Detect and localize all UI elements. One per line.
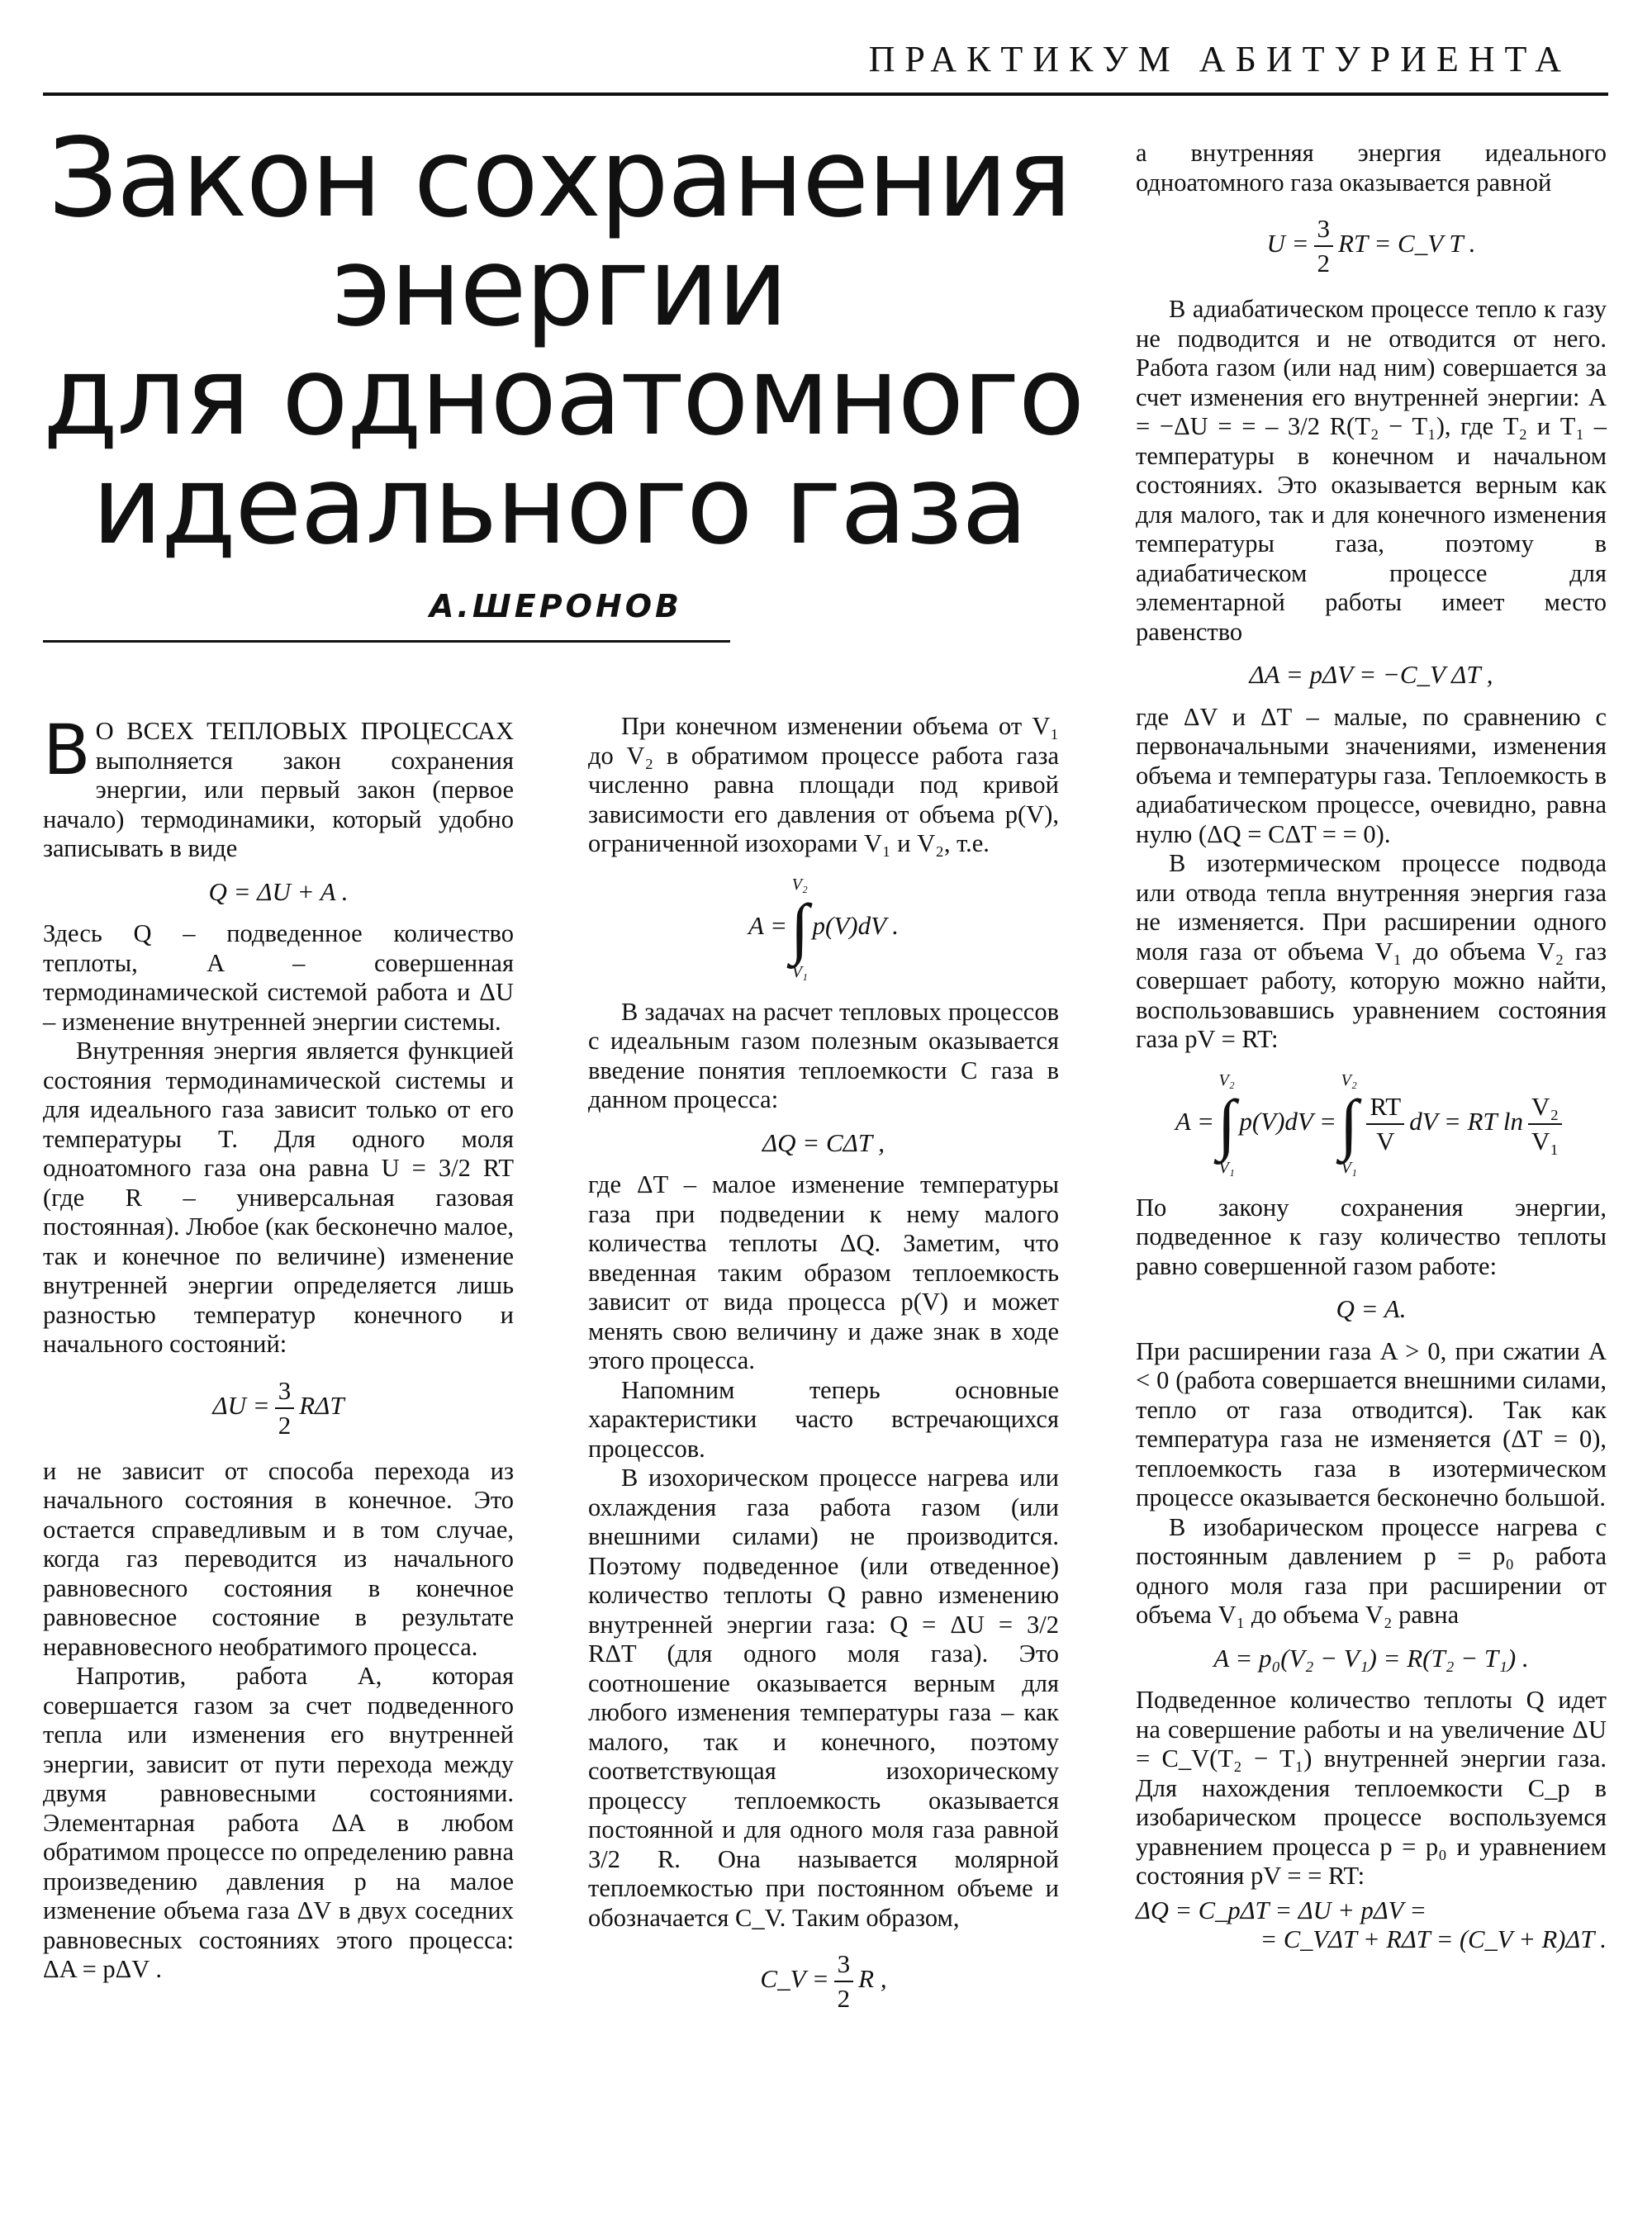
paragraph: Здесь Q – подведенное количество теплоты, A – совершенная термодинамической системой работа и ΔU – изменение внутренней энергии системы.	[43, 919, 514, 1036]
integral-sign: V₂ ∫ V₁	[1217, 1070, 1237, 1177]
paragraph: По закону сохранения энергии, подведенное к газу количество теплоты равно совершенной газом работе:	[1136, 1193, 1607, 1280]
author-name: А.ШЕРОНОВ	[430, 588, 682, 624]
paragraph: где ΔV и ΔT – малые, по сравнению с первоначальными значениями, изменения объема и температуры газа. Теплоемкость в адиабатическом процессе, очевидно, равна нулю (ΔQ = CΔT = = 0).	[1136, 702, 1607, 848]
formula: ΔQ = C_pΔT = ΔU + pΔV =	[1136, 1896, 1427, 1924]
formula: C_V = $\frac{3}{2}$ R ,	[588, 1948, 1059, 2015]
formula: Q = ΔU + A .	[208, 876, 349, 906]
fraction: $\frac{3}{2}$	[275, 1374, 295, 1442]
fraction: $\frac{\text{V₂}}{\text{V₁}}$	[1528, 1090, 1562, 1158]
column-2	[588, 712, 1059, 2030]
title-line: идеального газа	[92, 442, 1027, 569]
fraction: $\frac{3}{2}$	[1314, 212, 1334, 280]
formula: Q = A.	[1336, 1294, 1407, 1323]
drop-cap: В	[43, 709, 91, 790]
formula: A =V₂ ∫ V₁p(V)dV .	[748, 875, 899, 981]
paragraph: В изохорическом процессе нагрева или охлаждения газа работа газом (или внешними силами) не производится. Поэтому подведенное (или отведенное) количество теплоты Q равно изменению внутренней энергии газа: Q = ΔU = 3/2 RΔT (для одного моля газа). Это соотношение оказывается верным для любого изменения температуры газа – как малого, так и конечного, поэтому соответствующая изохорическому процессу теплоемкость оказывается постоянной и для одного моля газа равной 3/2 R. Она называется молярной теплоемкостью при постоянном объеме и обозначается C_V. Таким образом,	[588, 1464, 1059, 1932]
author-divider	[43, 640, 730, 643]
integral-sign: V₂ ∫ V₁	[1339, 1070, 1359, 1177]
paragraph: Напротив, работа A, которая совершается газом за счет подведенного тепла или изменения его внутренней энергии, зависит от пути перехода между двумя равновесными состояниями. Элементарная работа ΔA в любом обратимом процессе по определению равна произведению давления p на малое изменение объема газа ΔV в двух соседних равновесных состояниях этого процесса: ΔA = pΔV .	[43, 1662, 514, 1983]
paragraph: В О ВСЕХ ТЕПЛОВЫХ ПРОЦЕССАХ выполняется закон сохранения энергии, или первый закон (первое начало) термодинамики, который удобно записывать в виде	[43, 709, 514, 862]
article-title	[43, 115, 1084, 569]
column-1	[43, 709, 514, 1985]
paragraph: В задачах на расчет тепловых процессов с идеальным газом полезным оказывается введение понятия теплоемкости C газа в данном процесса:	[588, 997, 1059, 1113]
paragraph: В изотермическом процессе подвода или отвода тепла внутренняя энергия газа не изменяется. При расширении одного моля газа от объема V₁ до объема V₂ газ совершает работу, которую можно найти, воспользовавшись уравнением состояния газа pV = RT:	[1136, 849, 1607, 1053]
integral-sign: V₂ ∫ V₁	[790, 875, 809, 981]
title-line: Закон сохранения	[48, 115, 1070, 242]
formula: ΔQ = CΔT ,	[762, 1127, 885, 1157]
title-line: энергии	[331, 224, 787, 351]
paragraph: В изобарическом процессе нагрева с постоянным давлением p = p₀ работа одного моля газа при расширении от объема V₁ до объема V₂ равна	[1136, 1512, 1607, 1629]
paragraph: Подведенное количество теплоты Q идет на совершение работы и на увеличение ΔU = C_V(T₂ − T₁) внутренней энергии газа. Для нахождения теплоемкости C_p в изобарическом процессе воспользуемся уравнением процесса p = p₀ и уравнением состояния pV = = RT:	[1136, 1686, 1607, 1890]
paragraph: и не зависит от способа перехода из начального состояния в конечное. Это остается справедливым и в том случае, когда газ переводится из начального равновесного состояния в конечное равновесное состояние в результате неравновесного необратимого процесса.	[43, 1456, 514, 1661]
column-3	[1136, 139, 1607, 1955]
fraction: $\frac{RT}{V}$	[1366, 1090, 1404, 1158]
paragraph: При расширении газа A > 0, при сжатии A < 0 (работа совершается внешними силами, тепло от газа отводится). Так как температура газа не изменяется (ΔT = 0), теплоемкость газа в изотермическом процессе оказывается бесконечно большой.	[1136, 1336, 1607, 1511]
section-title: ПРАКТИКУМ АБИТУРИЕНТА	[868, 39, 1571, 79]
paragraph: В адиабатическом процессе тепло к газу не подводится и не отводится от него. Работа газом (или над ним) совершается за счет изменения его внутренней энергии: A = −ΔU = = – 3/2 R(T₂ − T₁), где T₂ и T₁ – температуры в конечном и начальном состояниях. Это оказывается верным как для малого, так и для конечного изменения температуры газа, поэтому в адиабатическом процессе для элементарной работы имеет место равенство	[1136, 295, 1607, 646]
title-line: для одноатомного	[43, 333, 1084, 460]
fraction: $\frac{3}{2}$	[834, 1948, 854, 2015]
section-header	[43, 33, 1608, 96]
paragraph: Внутренняя энергия является функцией состояния термодинамической системы и для идеального газа зависит только от его температуры T. Для одного моля одноатомного газа она равна U = 3/2 RT (где R – универсальная газовая постоянная). Любое (как бесконечно малое, так и конечное по величине) изменение внутренней энергии определяется лишь разностью температур конечного и начального состояний:	[43, 1037, 514, 1358]
formula: A =V₂ ∫ V₁p(V)dV =V₂ ∫ V₁ $\frac{RT}{V}$ dV = RT ln $\frac{\text{V₂}}{\text{V₁}}$	[1136, 1070, 1607, 1179]
formula: ΔA = pΔV = −C_V ΔT ,	[1249, 660, 1493, 689]
paragraph: Напомним теперь основные характеристики часто встречающихся процессов.	[588, 1375, 1059, 1463]
paragraph: где ΔT – малое изменение температуры газа при подведении к нему малого количества теплоты ΔQ. Заметим, что введенная таким образом теплоемкость зависит от вида процесса p(V) и может менять свою величину и даже знак в ходе этого процесса.	[588, 1170, 1059, 1374]
paragraph: а внутренняя энергия идеального одноатомного газа оказывается равной	[1136, 139, 1607, 197]
formula: A = p₀(V₂ − V₁) = R(T₂ − T₁) .	[1213, 1643, 1529, 1673]
formula: = C_VΔT + RΔT = (C_V + R)ΔT .	[1260, 1925, 1607, 1953]
paragraph: При конечном изменении объема от V₁ до V₂ в обратимом процессе работа газа численно равна площади под кривой зависимости его давления от объема p(V), ограниченной изохорами V₁ и V₂, т.е.	[588, 712, 1059, 857]
formula: U = $\frac{3}{2}$ RT = C_V T .	[1136, 212, 1607, 280]
formula: ΔU = $\frac{3}{2}$ RΔT	[43, 1374, 514, 1442]
